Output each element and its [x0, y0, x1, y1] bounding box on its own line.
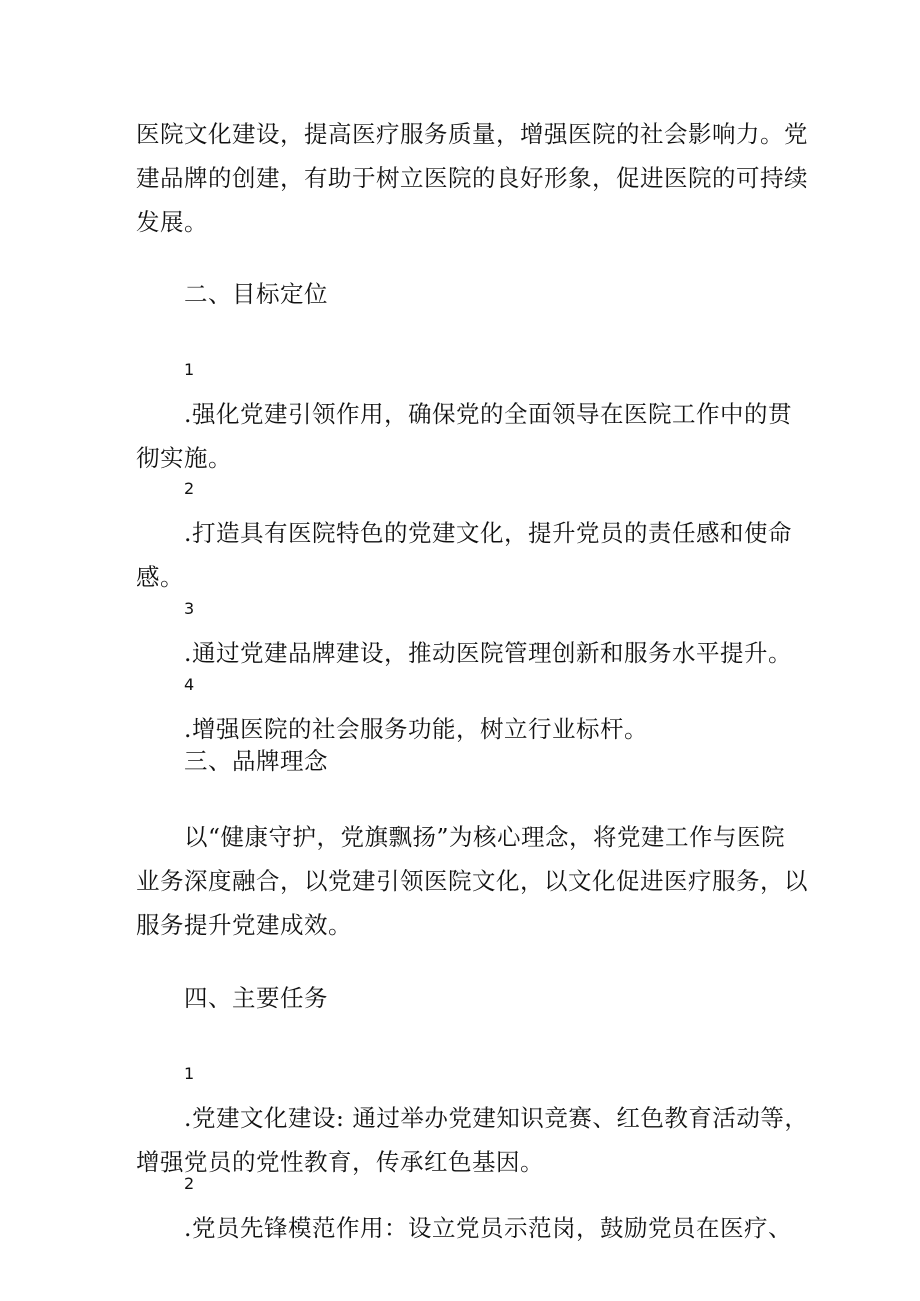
intro-paragraph — [136, 112, 808, 244]
text-line: 服务提升党建成效。 — [136, 911, 352, 939]
goal-item-2 — [136, 467, 804, 599]
text-line: 彻实施。 — [136, 444, 232, 472]
goal-item-1 — [136, 348, 804, 480]
item-text: .强化党建引领作用，确保党的全面领导在医院工作中的贯 — [184, 400, 792, 428]
task-item-2 — [136, 1162, 804, 1250]
item-number: 1 — [184, 360, 195, 379]
section-heading-brand-philosophy — [136, 739, 804, 783]
item-number: 2 — [184, 479, 195, 498]
text-line: 业务深度融合，以党建引领医院文化，以文化促进医疗服务，以 — [136, 867, 808, 895]
heading-text: 二、目标定位 — [184, 280, 328, 308]
text-line: 建品牌的创建，有助于树立医院的良好形象，促进医院的可持续 — [136, 164, 808, 192]
item-text: .打造具有医院特色的党建文化，提升党员的责任感和使命 — [184, 519, 792, 547]
text-line: 增强党员的党性教育，传承红色基因。 — [136, 1148, 544, 1176]
item-text: .党建文化建设: 通过举办党建知识竞赛、红色教育活动等， — [184, 1104, 809, 1132]
heading-text: 三、品牌理念 — [184, 747, 328, 775]
text-line: 感。 — [136, 563, 184, 591]
item-number: 1 — [184, 1064, 195, 1083]
item-text: .党员先锋模范作用：设立党员示范岗，鼓励党员在医疗、 — [184, 1214, 792, 1242]
heading-text: 四、主要任务 — [184, 984, 328, 1012]
goal-item-3 — [136, 587, 804, 675]
section-heading-main-tasks — [136, 976, 804, 1020]
item-number: 3 — [184, 599, 195, 618]
item-text: .通过党建品牌建设，推动医院管理创新和服务水平提升。 — [184, 639, 792, 667]
item-number: 4 — [184, 675, 195, 694]
text-line: 以“健康守护，党旗飘扬”为核心理念，将党建工作与医院 — [184, 823, 786, 851]
text-line: 发展。 — [136, 208, 208, 236]
section-heading-goals — [136, 272, 804, 316]
goal-item-4 — [136, 663, 804, 751]
item-number: 2 — [184, 1174, 195, 1193]
text-line: 医院文化建设，提高医疗服务质量，增强医院的社会影响力。党 — [136, 120, 808, 148]
philosophy-paragraph — [136, 815, 808, 947]
item-text: .增强医院的社会服务功能，树立行业标杆。 — [184, 715, 648, 743]
